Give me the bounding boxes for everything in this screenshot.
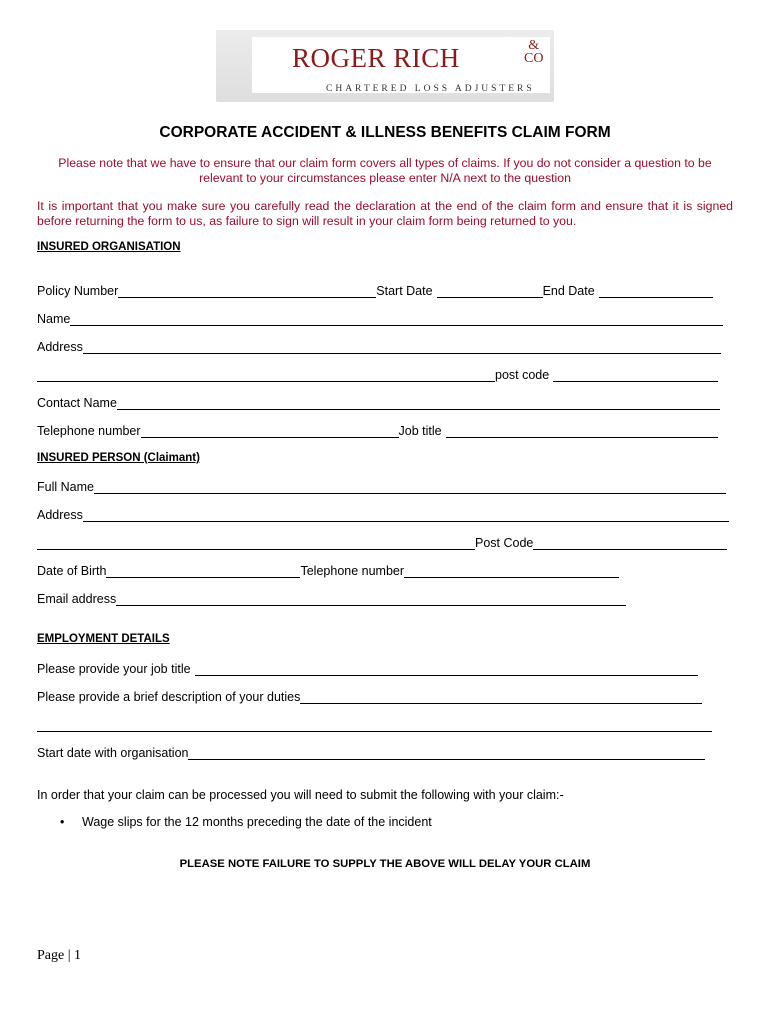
bullet-icon: • [60,815,65,829]
employment-start-row [37,744,705,760]
logo-subtitle: CHARTERED LOSS ADJUSTERS [326,84,535,94]
company-logo [216,30,554,102]
dob-label: Date of Birth [37,564,107,578]
org-job-title-label: Job title [398,424,442,438]
submit-item-wage-slips: Wage slips for the 12 months preceding the date of the incident [82,815,432,829]
form-title: CORPORATE ACCIDENT & ILLNESS BENEFITS CLAIM FORM [159,124,611,141]
org-postcode-row [37,366,718,382]
job-title-row [37,660,698,676]
full-name-label: Full Name [37,480,94,494]
org-name-field[interactable] [70,313,723,326]
duties-label: Please provide a brief description of your duties [37,690,301,704]
full-name-row [37,478,726,494]
dob-telephone-row [37,562,619,578]
submit-instructions: In order that your claim can be processed you will need to submit the following with your claim:- [37,788,564,802]
policy-dates-row [37,282,713,298]
person-address-row [37,506,729,522]
contact-name-row [37,394,720,410]
employment-job-title-field[interactable] [195,663,698,676]
start-date-field[interactable] [437,285,543,298]
logo-ampersand: & [528,38,540,53]
person-telephone-field[interactable] [404,565,619,578]
duties-continuation-field[interactable] [37,719,712,732]
duties-field[interactable] [300,691,702,704]
duties-row [37,688,702,704]
employment-job-title-label: Please provide your job title [37,662,191,676]
policy-number-label: Policy Number [37,284,119,298]
email-label: Email address [37,592,117,606]
note-declaration-warning: It is important that you make sure you carefully read the declaration at the end of the claim form and ensure that it is signed before returning the form to us, as failure to sign will result in your claim form being returned to you. [37,199,733,228]
list-item [60,815,432,829]
logo-panel [252,37,550,93]
full-name-field[interactable] [94,481,726,494]
policy-number-field[interactable] [118,285,376,298]
note-na-instruction: Please note that we have to ensure that our claim form covers all types of claims. If you do not consider a question to be relevant to your circumstances please enter N/A next to the question [58,156,712,185]
logo-co-mark [524,39,543,65]
page-number: Page | 1 [37,948,82,963]
duties-continuation-row [37,716,712,732]
org-telephone-field[interactable] [141,425,399,438]
org-postcode-label: post code [495,368,550,382]
person-postcode-row [37,534,727,550]
org-address-field[interactable] [83,341,721,354]
employment-start-field[interactable] [188,747,705,760]
org-postcode-field[interactable] [553,369,718,382]
section-heading-insured-person: INSURED PERSON (Claimant) [37,452,200,464]
delay-warning: PLEASE NOTE FAILURE TO SUPPLY THE ABOVE WILL DELAY YOUR CLAIM [179,858,591,870]
end-date-label: End Date [542,284,595,298]
email-row [37,590,626,606]
org-job-title-field[interactable] [446,425,718,438]
email-field[interactable] [116,593,626,606]
section-heading-employment-details: EMPLOYMENT DETAILS [37,633,170,645]
person-postcode-label: Post Code [475,536,534,550]
person-address-label: Address [37,508,83,522]
org-address-row [37,338,721,354]
org-name-row [37,310,723,326]
person-address-field[interactable] [83,509,729,522]
org-telephone-row [37,422,718,438]
contact-name-field[interactable] [117,397,720,410]
contact-name-label: Contact Name [37,396,117,410]
section-heading-insured-organisation: INSURED ORGANISATION [37,241,181,253]
logo-name: ROGER RICH [292,43,460,73]
org-address-label: Address [37,340,83,354]
employment-start-label: Start date with organisation [37,746,189,760]
end-date-field[interactable] [599,285,713,298]
org-address-line2-field[interactable] [37,369,495,382]
logo-co: CO [524,51,544,66]
start-date-label: Start Date [376,284,433,298]
org-telephone-label: Telephone number [37,424,141,438]
person-address-line2-field[interactable] [37,537,475,550]
dob-field[interactable] [106,565,300,578]
org-name-label: Name [37,312,71,326]
person-postcode-field[interactable] [533,537,727,550]
person-telephone-label: Telephone number [300,564,405,578]
